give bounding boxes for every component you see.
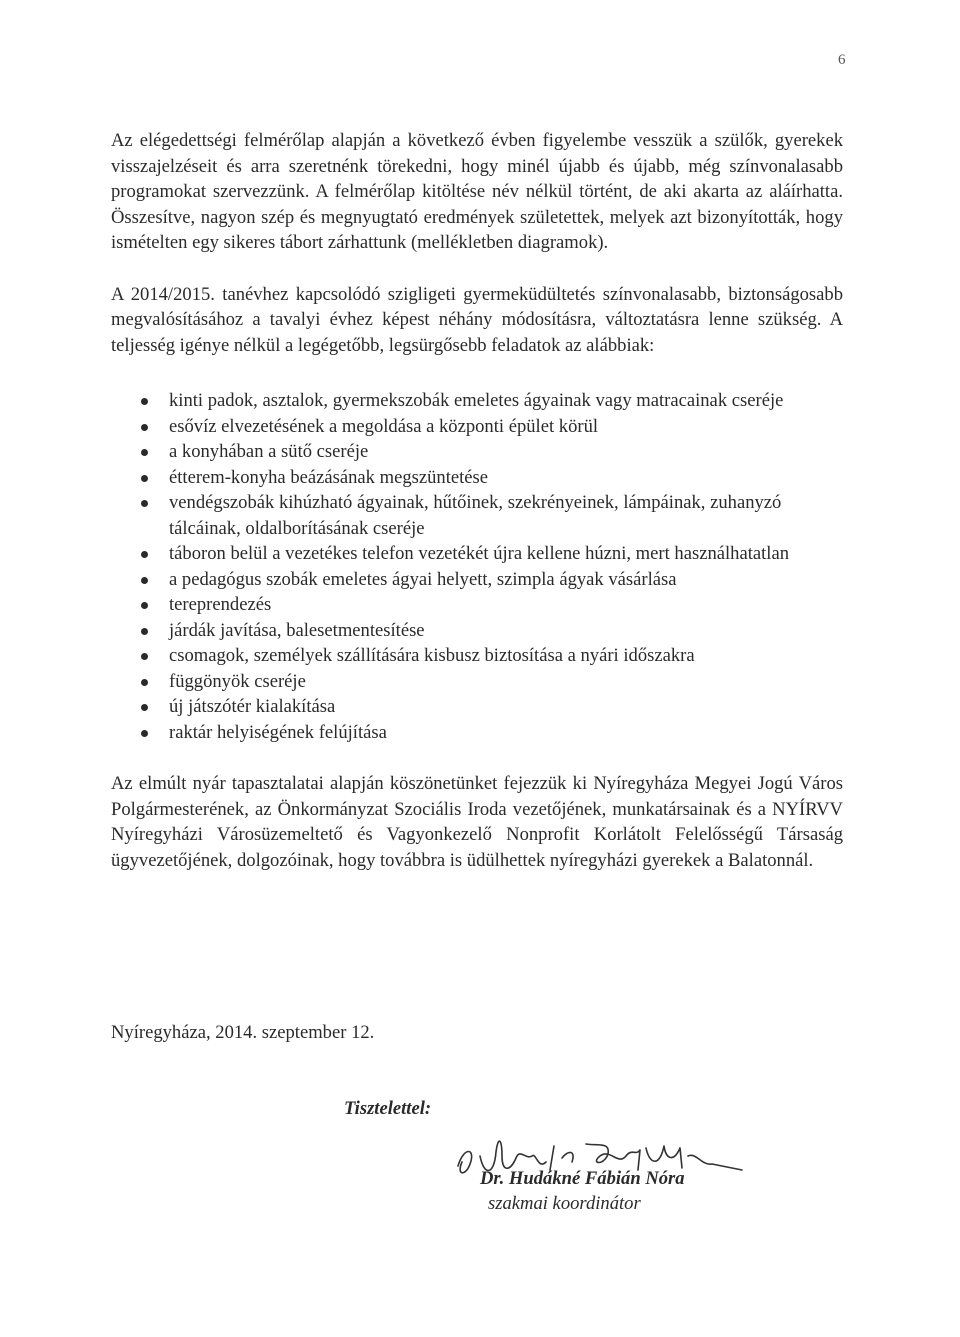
- task-item: esővíz elvezetésének a megoldása a központi épület körül: [169, 414, 843, 440]
- task-item: csomagok, személyek szállítására kisbusz biztosítása a nyári időszakra: [169, 643, 843, 669]
- signer-name: Dr. Hudákné Fábián Nóra: [480, 1168, 685, 1189]
- signer-role: szakmai koordinátor: [488, 1193, 641, 1214]
- task-item: táboron belül a vezetékes telefon vezetékét újra kellene húzni, mert használhatatlan: [169, 541, 843, 567]
- paragraph-improvements: A 2014/2015. tanévhez kapcsolódó szigligeti gyermeküdültetés színvonalasabb, biztonságosabb megvalósításához a tavalyi évhez képest néhány módosításra, változtatásra lenne szükség. A teljesség igénye nélkül a legégetőbb, legsürgősebb feladatok az alábbiak:: [111, 283, 843, 356]
- task-item: vendégszobák kihúzható ágyainak, hűtőinek, szekrényeinek, lámpáinak, zuhanyzó tálcáinak, oldalborításának cseréje: [169, 490, 843, 541]
- task-item: új játszótér kialakítása: [169, 694, 843, 720]
- task-item: étterem-konyha beázásának megszüntetése: [169, 465, 843, 491]
- task-item: járdák javítása, balesetmentesítése: [169, 618, 843, 644]
- paragraph-thanks: Az elmúlt nyár tapasztalatai alapján köszönetünket fejezzük ki Nyíregyháza Megyei Jogú Város Polgármesterének, az Önkormányzat Szociális Iroda vezetőjének, munkatársainak és a NYÍRVV Nyíregyházi Városüzemeltető és Vagyonkezelő Nonprofit Korlátolt Felelősségű Társaság ügyvezetőjének, dolgozóinak, hogy továbbra is üdülhettek nyíregyházi gyerekek a Balatonnál.: [111, 773, 843, 871]
- page-number: 6: [838, 52, 846, 68]
- task-item: függönyök cseréje: [169, 669, 843, 695]
- task-item: tereprendezés: [169, 592, 843, 618]
- letter-body: [111, 128, 843, 873]
- task-list: [111, 388, 843, 745]
- task-item: raktár helyiségének felújítása: [169, 720, 843, 746]
- paragraph-survey: Az elégedettségi felmérőlap alapján a következő évben figyelembe vesszük a szülők, gyerekek visszajelzéseit és arra szeretnénk törekedni, hogy minél újabb és újabb, még színvonalasabb programokat szervezzünk. A felmérőlap kitöltése név nélkül történt, de aki akarta az aláírhatta. Összesítve, nagyon szép és megnyugtató eredmények születettek, melyek azt bizonyították, hogy ismételten egy sikeres tábort zárhattunk (mellékletben diagramok).: [111, 130, 843, 253]
- task-item: a konyhában a sütő cseréje: [169, 439, 843, 465]
- task-item: a pedagógus szobák emeletes ágyai helyett, szimpla ágyak vásárlása: [169, 567, 843, 593]
- closing-greeting: Tisztelettel:: [344, 1098, 432, 1119]
- date-line: Nyíregyháza, 2014. szeptember 12.: [111, 1022, 375, 1043]
- task-item: kinti padok, asztalok, gyermekszobák emeletes ágyainak vagy matracainak cseréje: [169, 388, 843, 414]
